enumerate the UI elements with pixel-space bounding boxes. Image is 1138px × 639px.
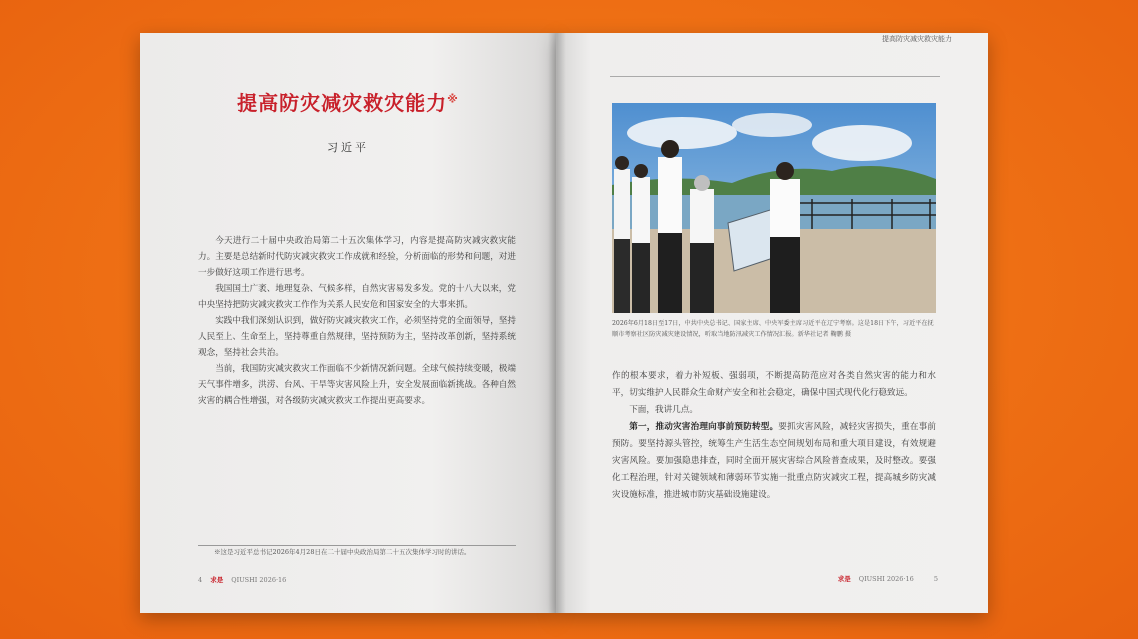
photo-illustration xyxy=(612,103,936,313)
left-body-text xyxy=(198,233,516,409)
paragraph: 实践中我们深刻认识到，做好防灾减灾救灾工作，必须坚持党的全面领导，坚持人民至上、生命至上，坚持尊重自然规律，坚持预防为主，坚持改革创新，坚持系统观念，坚持社会共治。 xyxy=(198,316,516,358)
footnote: ※这是习近平总书记2026年4月28日在二十届中央政治局第二十五次集体学习时的讲话。 xyxy=(214,548,471,556)
issue-label: QIUSHI 2026·16 xyxy=(858,575,914,583)
footnote-divider xyxy=(198,545,516,546)
page-number: 4 xyxy=(198,576,203,584)
paragraph: 下面，我讲几点。 xyxy=(629,405,698,415)
section-header-rule xyxy=(610,76,940,77)
paragraph xyxy=(612,419,936,504)
article-author: 习近平 xyxy=(327,141,369,154)
title-footnote-mark: ※ xyxy=(447,92,459,106)
page-gutter xyxy=(548,33,566,613)
page-number: 5 xyxy=(933,575,938,583)
article-photo xyxy=(612,103,936,313)
magazine-logo: 求是 xyxy=(210,576,224,584)
right-body-text xyxy=(612,368,936,504)
left-page xyxy=(140,33,556,613)
left-page-footer xyxy=(198,575,286,584)
paragraph: 我国国土广袤、地理复杂、气候多样，自然灾害易发多发。党的十八大以来，党中央坚持把防灾减灾救灾工作作为关系人民安危和国家安全的大事来抓。 xyxy=(198,284,516,310)
photo-caption: 2026年6月18日至17日，中共中央总书记、国家主席、中央军委主席习近平在辽宁考察。这是18日下午，习近平在抚顺市考察社区防灾减灾建设情况，听取当地防汛减灾工作情况汇报。新华社记者 鞠鹏 摄 xyxy=(612,320,934,338)
paragraph: 今天进行二十届中央政治局第二十五次集体学习，内容是提高防灾减灾救灾能力。主要是总结新时代防灾减灾救灾工作成就和经验，分析面临的形势和问题，对进一步做好这项工作进行思考。 xyxy=(198,236,516,278)
right-page-footer xyxy=(832,574,938,583)
article-title: 提高防灾减灾救灾能力※ xyxy=(237,91,459,115)
paragraph: 当前，我国防灾减灾救灾工作面临不少新情况新问题。全球气候持续变暖，极端天气事件增多，洪涝、台风、干旱等灾害风险上升，安全发展面临新挑战。各种自然灾害的耦合性增强，对各级防灾减灾救灾工作提出更高要求。 xyxy=(198,364,516,406)
section-header: 提高防灾减灾救灾能力 xyxy=(882,35,952,43)
point-text: 要抓灾害风险，减轻灾害损失，重在事前预防。要坚持源头管控，统筹生产生活生态空间规划布局和重大项目建设，有效规避灾害风险。要加强隐患排查，同时全面开展灾害综合风险普查成果，及时整改。要强化工程治理，针对关键领域和薄弱环节实施一批重点防灾减灾工程，提高城乡防灾减灾设施标准，推进城市防灾基础设施建设。 xyxy=(612,422,936,500)
issue-label: QIUSHI 2026·16 xyxy=(231,576,287,584)
paragraph: 作的根本要求，着力补短板、强弱项，不断提高防范应对各类自然灾害的能力和水平，切实维护人民群众生命财产安全和社会稳定，确保中国式现代化行稳致远。 xyxy=(612,371,936,398)
magazine-logo: 求是 xyxy=(837,575,851,583)
point-lead: 第一，推动灾害治理向事前预防转型。 xyxy=(629,422,779,432)
